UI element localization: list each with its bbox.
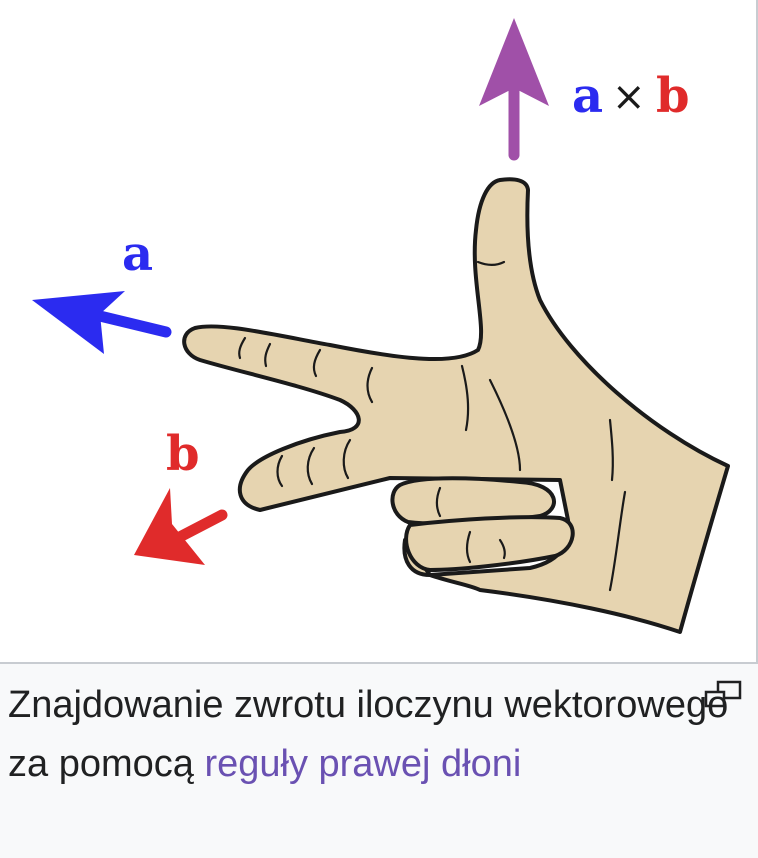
a-arrow: [32, 291, 166, 354]
label-axb-times: ×: [612, 74, 646, 120]
label-b: b: [166, 426, 200, 482]
label-axb-a: a: [572, 68, 604, 124]
figure-caption: [8, 676, 748, 794]
axb-arrow: [479, 18, 549, 155]
hand: [184, 179, 728, 632]
caption-text: Znajdowanie zwrotu iloczynu wektorowego za pomocą: [8, 684, 729, 785]
label-a: a: [122, 226, 154, 282]
caption-divider: [0, 662, 758, 664]
b-arrow: [134, 488, 222, 565]
label-axb-b: b: [656, 68, 690, 124]
right-hand-rule-link[interactable]: reguły prawej dłoni: [204, 743, 522, 785]
